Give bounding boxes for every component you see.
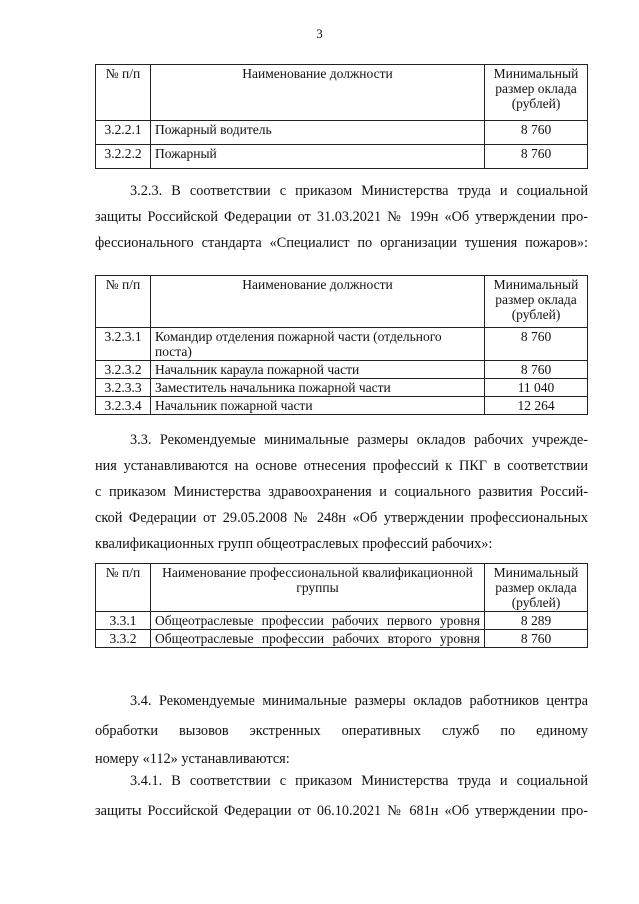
table-groups (95, 563, 588, 648)
table-positions-2 (95, 275, 588, 415)
paragraph-3-3 (95, 427, 588, 557)
header-group: Наименование профессиональной квалификационной группы (151, 564, 485, 612)
row-num: 3.2.3.2 (96, 361, 151, 379)
header-salary: Минимальный размер оклада (рублей) (485, 276, 588, 328)
paragraph-line: защиты Российской Федерации от 31.03.2021 № 199н «Об утверждении про- (95, 209, 588, 225)
header-num: № п/п (96, 65, 151, 121)
row-amount: 8 760 (485, 145, 588, 169)
row-name: Начальник караула пожарной части (151, 361, 485, 379)
paragraph-line: 3.2.3. В соответствии с приказом Министерства труда и социальной (130, 183, 588, 199)
row-name: Общеотраслевые профессии рабочих второго уровня (151, 630, 485, 648)
row-num: 3.2.3.3 (96, 379, 151, 397)
row-name: Начальник пожарной части (151, 397, 485, 415)
paragraph-line: номеру «112» устанавливаются: (95, 751, 290, 767)
table-header-row (96, 564, 588, 612)
row-amount: 12 264 (485, 397, 588, 415)
row-amount: 8 760 (485, 328, 588, 361)
table-row (96, 121, 588, 145)
row-name: Командир отделения пожарной части (отдельного поста) (151, 328, 485, 361)
table-header-row (96, 276, 588, 328)
paragraph-line: ской Федерации от 29.05.2008 № 248н «Об утверждении профессиональных (95, 510, 588, 526)
header-position: Наименование должности (151, 65, 485, 121)
table-row (96, 397, 588, 415)
paragraph-3-4-1 (95, 768, 588, 824)
paragraph-line: ния устанавливаются на основе отнесения профессий к ПКГ в соответствии (95, 458, 588, 474)
header-salary: Минимальный размер оклада (рублей) (485, 65, 588, 121)
table-row (96, 361, 588, 379)
row-amount: 11 040 (485, 379, 588, 397)
row-name: Заместитель начальника пожарной части (151, 379, 485, 397)
table-row (96, 145, 588, 169)
paragraph-line: с приказом Министерства здравоохранения и социального развития Россий- (95, 484, 588, 500)
row-amount: 8 760 (485, 361, 588, 379)
table-header-row (96, 65, 588, 121)
paragraph-line: обработки вызовов экстренных оперативных служб по единому (95, 723, 588, 739)
row-name: Общеотраслевые профессии рабочих первого уровня (151, 612, 485, 630)
row-amount: 8 760 (485, 630, 588, 648)
paragraph-line: 3.3. Рекомендуемые минимальные размеры окладов рабочих учрежде- (130, 432, 588, 448)
table-row (96, 328, 588, 361)
row-num: 3.2.3.4 (96, 397, 151, 415)
paragraph-line: фессионального стандарта «Специалист по организации тушения пожаров»: (95, 235, 588, 251)
row-name: Пожарный водитель (151, 121, 485, 145)
paragraph-line: 3.4.1. В соответствии с приказом Министерства труда и социальной (130, 773, 588, 789)
row-num: 3.3.1 (96, 612, 151, 630)
paragraph-3-2-3 (95, 178, 588, 256)
row-num: 3.2.3.1 (96, 328, 151, 361)
paragraph-line: защиты Российской Федерации от 06.10.2021 № 681н «Об утверждении про- (95, 803, 588, 819)
table-row (96, 612, 588, 630)
row-num: 3.3.2 (96, 630, 151, 648)
header-salary: Минимальный размер оклада (рублей) (485, 564, 588, 612)
paragraph-line: квалификационных групп общеотраслевых профессий рабочих»: (95, 536, 493, 552)
paragraph-3-4 (95, 688, 588, 772)
table-row (96, 379, 588, 397)
header-position: Наименование должности (151, 276, 485, 328)
paragraph-line: 3.4. Рекомендуемые минимальные размеры окладов работников центра (130, 693, 588, 709)
row-num: 3.2.2.1 (96, 121, 151, 145)
row-amount: 8 289 (485, 612, 588, 630)
row-name: Пожарный (151, 145, 485, 169)
header-num: № п/п (96, 564, 151, 612)
page-number: 3 (316, 26, 323, 41)
table-row (96, 630, 588, 648)
row-amount: 8 760 (485, 121, 588, 145)
row-num: 3.2.2.2 (96, 145, 151, 169)
table-positions-1 (95, 64, 588, 169)
header-num: № п/п (96, 276, 151, 328)
